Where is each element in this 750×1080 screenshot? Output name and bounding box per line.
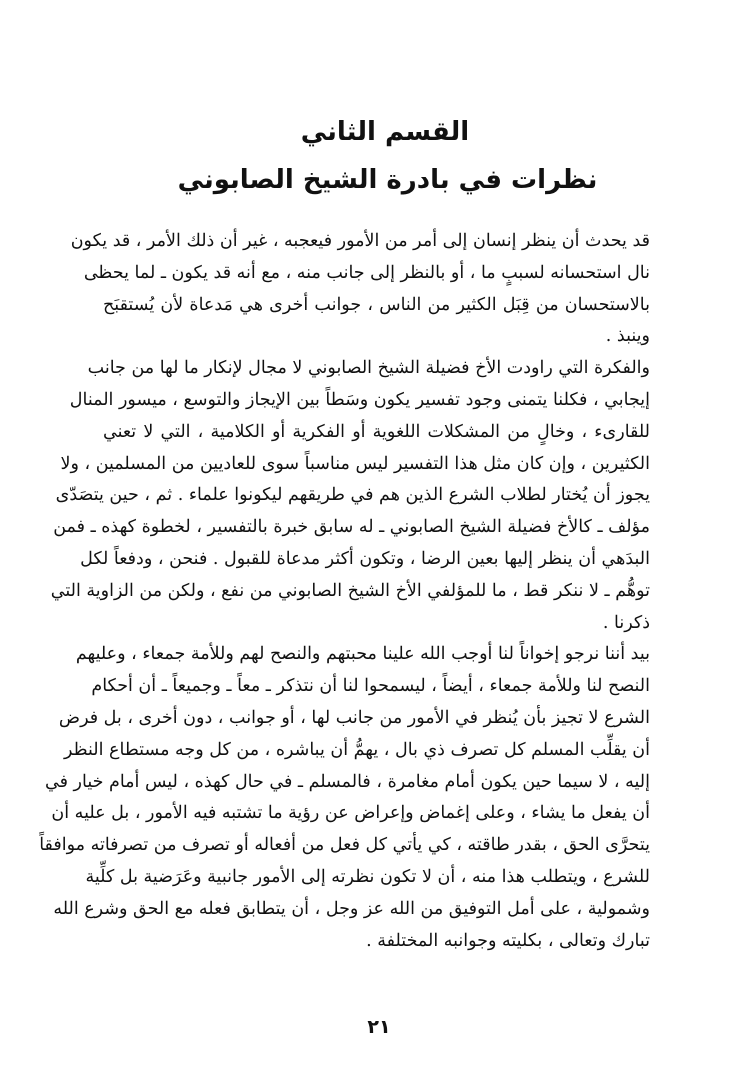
- text-line: النصح لنا وللأمة جمعاء ، أيضاً ، ليسمحوا لنا أن نتذكر ـ معاً ـ وجميعاً ـ أن أحكام: [91, 676, 650, 697]
- text-line: مؤلف ـ كالأخ فضيلة الشيخ الصابوني ـ له سابق خبرة بالتفسير ، لخطوة كهذه ـ فمن: [53, 517, 650, 538]
- section-subtitle: نظرات في بادرة الشيخ الصابوني: [177, 165, 598, 195]
- text-line: قد يحدث أن ينظر إنسان إلى أمر من الأمور فيعجبه ، غير أن ذلك الأمر ، قد يكون: [70, 231, 650, 251]
- text-line: تبارك وتعالى ، بكليته وجوانبه المختلفة .: [366, 930, 650, 951]
- paragraph-3: [39, 639, 650, 957]
- text-line: للشرع ، ويتطلب هذا منه ، أن لا تكون نظرته إلى الأمور جانبية وعَرَضية بل كلِّية: [85, 866, 650, 887]
- text-line: البدَهي أن ينظر إليها بعين الرضا ، وتكون أكثر مدعاة للقبول . فنحن ، ودفعاً لكل: [80, 548, 650, 569]
- text-line: بالاستحسان من قِبَل الكثير من الناس ، جوانب أخرى هي مَدعاة لأن يُستقبَح: [103, 294, 650, 315]
- text-line: ذكرنا .: [602, 612, 650, 633]
- paragraph-1: [70, 226, 650, 353]
- text-line: الكثيرين ، وإن كان مثل هذا التفسير ليس مناسباً سوى للعاديين من المسلمين ، ولا: [60, 453, 650, 474]
- text-line: إيجابي ، فكلنا يتمنى وجود تفسير يكون وسَطاً بين الإيجاز والتوسع ، ميسور المنال: [69, 389, 650, 410]
- body-text: [39, 226, 650, 957]
- text-line: الشرع لا تجيز بأن يُنظر في الأمور من جانب لها ، أو جوانب ، دون أخرى ، بل فرض: [58, 707, 650, 728]
- text-line: للقارىء ، وخالٍ من المشكلات اللغوية أو الفكرية أو الكلامية ، التي لا تعني: [103, 421, 650, 442]
- text-line: يجوز أن يُختار لطلاب الشرع الذين هم في طريقهم ليكونوا علماء . ثم ، حين يتصَدّى: [55, 485, 650, 506]
- section-title: القسم الثاني: [300, 117, 470, 147]
- text-line: توهُّم ـ لا ننكر قط ، ما للمؤلفي الأخ الشيخ الصابوني من نفع ، ولكن من الزاوية التي: [50, 580, 650, 601]
- text-line: يتحرَّى الحق ، بقدر طاقته ، كي يأتي كل فعل من أفعاله أو تصرف من تصرفاته موافقاً: [39, 835, 650, 856]
- text-line: أن يفعل ما يشاء ، وعلى إغماض وإعراض عن رؤية ما تشتبه فيه الأمور ، بل عليه أن: [51, 803, 650, 824]
- page-number: ٢١: [367, 1016, 391, 1038]
- text-line: إليه ، لا سيما حين يكون أمام مغامرة ، فالمسلم ـ في حال كهذه ، ليس أمام خيار في: [45, 771, 650, 792]
- text-line: بيد أننا نرجو إخواناً لنا أوجب الله علينا محبتهم والنصح لهم وللأمة جمعاء ، وعليهم: [75, 644, 650, 665]
- text-line: أن يقلِّب المسلم كل تصرف ذي بال ، يهمُّ أن يباشره ، من كل وجه مستطاع النظر: [64, 739, 650, 760]
- text-line: وشمولية ، على أمل التوفيق من الله عز وجل ، أن يتطابق فعله مع الحق وشرع الله: [53, 898, 650, 919]
- paragraph-2: [50, 353, 650, 639]
- text-line: والفكرة التي راودت الأخ فضيلة الشيخ الصابوني لا مجال لإنكار ما لها من جانب: [87, 358, 650, 379]
- text-line: وينبذ .: [605, 326, 650, 347]
- text-line: نال استحسانه لسببٍ ما ، أو بالنظر إلى جانب منه ، مع أنه قد يكون ـ لما يحظى: [83, 262, 650, 283]
